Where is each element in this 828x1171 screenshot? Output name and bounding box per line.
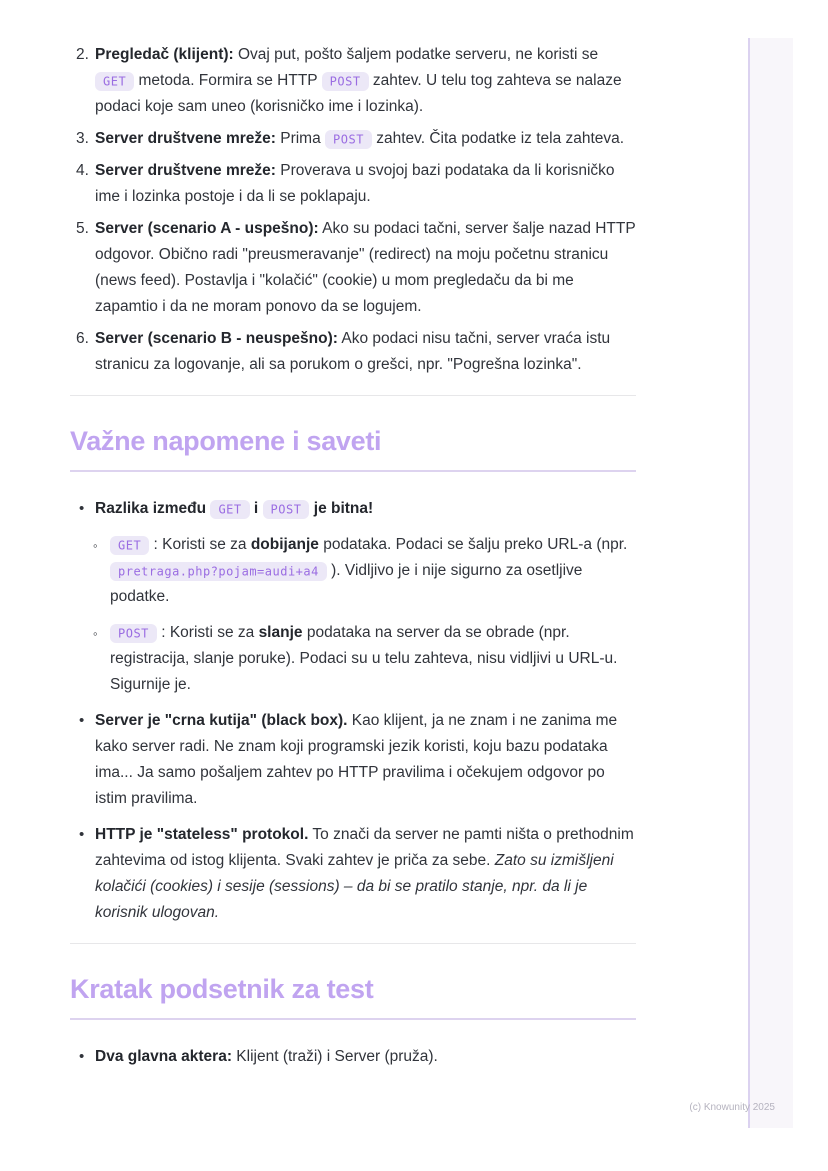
document-content xyxy=(70,0,636,1080)
text-segment: Pregledač (klijent): xyxy=(95,46,234,63)
reminder-bullet-list xyxy=(70,1044,636,1070)
inline-code-badge: POST xyxy=(110,624,157,643)
bullet-item xyxy=(70,532,636,610)
numbered-item xyxy=(70,126,636,152)
bullet-item xyxy=(70,822,636,926)
text-segment: Server (scenario B - neuspešno): xyxy=(95,330,338,347)
bullet-item xyxy=(70,1044,636,1070)
item-text xyxy=(110,536,627,605)
numbered-item xyxy=(70,326,636,378)
inline-code-badge: POST xyxy=(325,130,372,149)
page-margin-area xyxy=(750,38,793,1128)
copyright-footer: (c) Knowunity 2025 xyxy=(689,1102,775,1113)
bullet-marker: • xyxy=(79,1048,85,1065)
text-segment: Server društvene mreže: xyxy=(95,162,276,179)
bullet-marker: • xyxy=(79,826,85,843)
item-text xyxy=(95,46,622,115)
bullet-marker: • xyxy=(79,712,85,729)
text-segment: Server društvene mreže: xyxy=(95,130,276,147)
text-segment: Kao klijent, ja ne znam i ne zanima me kako server radi. Ne znam koji programski jezik koristi, koju bazu podataka ima... Ja samo pošaljem zahtev po HTTP pravilima i očekujem odgovor po istim pravilima. xyxy=(95,712,618,807)
section-heading-reminder: Kratak podsetnik za test xyxy=(70,974,636,1020)
page-edge-line xyxy=(748,38,750,1128)
text-segment: je bitna! xyxy=(309,500,374,517)
item-text xyxy=(95,130,624,147)
item-text xyxy=(95,500,373,517)
inline-code-badge: pretraga.php?pojam=audi+a4 xyxy=(110,562,327,581)
item-number: 2. xyxy=(76,46,89,63)
item-text xyxy=(95,1048,438,1065)
numbered-list xyxy=(70,42,636,378)
text-segment: zahtev. U telu tog zahteva se nalaze podaci koje sam uneo (korisničko ime i lozinka). xyxy=(95,72,622,115)
text-segment: Proverava u svojoj bazi podataka da li korisničko ime i lozinka postoje i da li se poklapaju. xyxy=(95,162,615,205)
text-segment: Dva glavna aktera: xyxy=(95,1048,232,1065)
text-segment: Zato su izmišljeni kolačići (cookies) i sesije (sessions) – da bi se pratilo stanje, npr. da li je korisnik ulogovan. xyxy=(95,852,614,921)
item-number: 3. xyxy=(76,130,89,147)
text-segment: HTTP je "stateless" protokol. xyxy=(95,826,309,843)
inline-code-badge: POST xyxy=(263,500,310,519)
text-segment: Razlika između xyxy=(95,500,211,517)
text-segment: i xyxy=(249,500,263,517)
inline-code-badge: GET xyxy=(110,536,149,555)
text-segment: slanje xyxy=(258,624,303,641)
sub-bullet-marker: ◦ xyxy=(93,538,98,553)
bullet-item xyxy=(70,620,636,698)
item-text xyxy=(95,712,617,807)
item-number: 4. xyxy=(76,162,89,179)
section-divider xyxy=(70,395,636,396)
text-segment: To znači da server ne pamti ništa o prethodnim zahtevima od istog klijenta. Svaki zahtev je priča za sebe. xyxy=(95,826,634,869)
sub-bullet-marker: ◦ xyxy=(93,626,98,641)
text-segment: Prima xyxy=(275,130,326,147)
item-text xyxy=(95,220,635,315)
text-segment: Ovaj put, pošto šaljem podatke serveru, ne koristi se xyxy=(233,46,599,63)
text-segment: dobijanje xyxy=(250,536,319,553)
item-text xyxy=(95,162,615,205)
bullet-marker: • xyxy=(79,500,85,517)
text-segment: Ako podaci nisu tačni, server vraća istu stranicu za logovanje, ali sa porukom o grešci, npr. "Pogrešna lozinka". xyxy=(95,330,611,373)
text-segment: Server je "crna kutija" (black box). xyxy=(95,712,348,729)
section-divider xyxy=(70,943,636,944)
inline-code-badge: GET xyxy=(95,72,134,91)
numbered-item xyxy=(70,216,636,320)
bullet-item xyxy=(70,708,636,812)
item-number: 5. xyxy=(76,220,89,237)
inline-code-badge: GET xyxy=(210,500,249,519)
text-segment: metoda. Formira se HTTP xyxy=(134,72,322,89)
text-segment: zahtev. Čita podatke iz tela zahteva. xyxy=(371,130,625,147)
item-number: 6. xyxy=(76,330,89,347)
item-text xyxy=(95,826,634,921)
text-segment: : Koristi se za xyxy=(149,536,251,553)
notes-bullet-list xyxy=(70,496,636,926)
text-segment: podataka na server da se obrade (npr. registracija, slanje poruke). Podaci su u telu zahteva, nisu vidljivi u URL-u. Sigurnije je. xyxy=(110,624,618,693)
item-text xyxy=(95,330,610,373)
inline-code-badge: POST xyxy=(322,72,369,91)
text-segment: ). Vidljivo je i nije sigurno za osetljive podatke. xyxy=(110,562,583,605)
text-segment: podataka. Podaci se šalju preko URL-a (npr. xyxy=(318,536,628,553)
text-segment: Ako su podaci tačni, server šalje nazad HTTP odgovor. Obično radi "preusmeravanje" (redirect) na moju početnu stranicu (news feed). Postavlja i "kolačić" (cookie) u mom pregledaču da bi me zapamtio i da ne moram ponovo da se logujem. xyxy=(95,220,636,315)
numbered-item xyxy=(70,158,636,210)
section-heading-notes: Važne napomene i saveti xyxy=(70,426,636,472)
item-text xyxy=(110,624,617,693)
numbered-item xyxy=(70,42,636,120)
bullet-item xyxy=(70,496,636,522)
text-segment: : Koristi se za xyxy=(156,624,259,641)
text-segment: Server (scenario A - uspešno): xyxy=(95,220,319,237)
text-segment: Klijent (traži) i Server (pruža). xyxy=(232,1048,438,1065)
